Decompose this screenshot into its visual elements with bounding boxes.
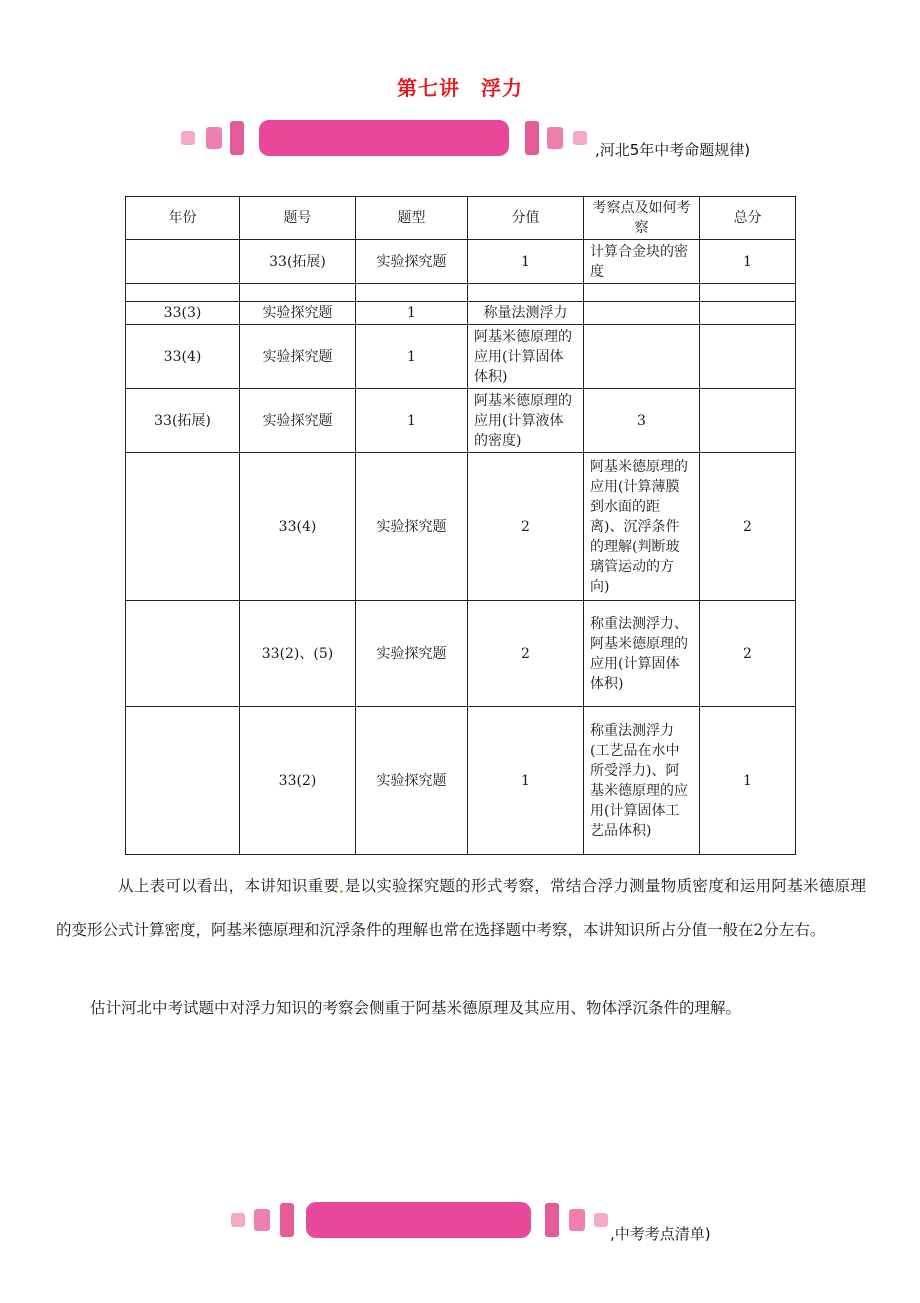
table-cell <box>700 389 796 453</box>
table-cell <box>584 302 700 325</box>
table-cell <box>126 601 240 707</box>
table-cell: 1 <box>356 302 468 325</box>
section-banner-checklist <box>0 1200 920 1244</box>
summary-paragraph <box>56 864 866 952</box>
table-cell <box>468 284 584 302</box>
table-cell: 33(3) <box>126 302 240 325</box>
table-cell <box>126 284 240 302</box>
banner-decor-block <box>181 131 195 145</box>
banner-decor-block <box>569 1209 585 1231</box>
banner-decor-block <box>573 131 587 145</box>
table-cell: 实验探究题 <box>356 453 468 601</box>
table-cell: 33(4) <box>240 453 356 601</box>
header-cell: 分值 <box>468 197 584 240</box>
table-cell: 2 <box>468 453 584 601</box>
table-row <box>126 601 796 707</box>
table-cell: 阿基米德原理的应用(计算固体体积) <box>468 325 584 389</box>
header-cell: 总分 <box>700 197 796 240</box>
banner-decor-block <box>545 1203 559 1237</box>
table-cell: 计算合金块的密度 <box>584 240 700 284</box>
page-title: 第七讲 浮力 <box>397 76 523 100</box>
table-row <box>126 707 796 855</box>
table-header-row <box>126 197 796 240</box>
banner-decor-block <box>254 1209 270 1231</box>
table-cell <box>356 284 468 302</box>
prediction-paragraph: 估计河北中考试题中对浮力知识的考察会侧重于阿基米德原理及其应用、物体浮沉条件的理解。 <box>90 999 742 1017</box>
table-cell: 实验探究题 <box>356 240 468 284</box>
table-cell: 实验探究题 <box>240 389 356 453</box>
banner-pill <box>306 1202 531 1238</box>
banner-label: ,中考考点清单) <box>610 1225 711 1243</box>
table-row <box>126 302 796 325</box>
banner-decor-block <box>231 1213 245 1227</box>
banner-decor-block <box>525 121 539 155</box>
table-cell: 33(2)、(5) <box>240 601 356 707</box>
banner-pill <box>259 120 509 156</box>
table-cell: 称量法测浮力 <box>468 302 584 325</box>
table-cell: 1 <box>356 389 468 453</box>
table-cell: 33(拓展) <box>240 240 356 284</box>
table-cell: 阿基米德原理的应用(计算薄膜到水面的距离)、沉浮条件的理解(判断玻璃管运动的方向) <box>584 453 700 601</box>
header-cell: 年份 <box>126 197 240 240</box>
table-cell: 称重法测浮力(工艺品在水中所受浮力)、阿基米德原理的应用(计算固体工艺品体积) <box>584 707 700 855</box>
banner-decor-block <box>547 127 563 149</box>
banner-decor-block <box>230 121 244 155</box>
table-cell <box>584 284 700 302</box>
table-cell: 2 <box>700 453 796 601</box>
exam-stats-table <box>125 196 796 855</box>
banner-decor-block <box>280 1203 294 1237</box>
table-cell: 实验探究题 <box>240 325 356 389</box>
table-cell: 1 <box>356 325 468 389</box>
section-banner-exam-rules <box>0 118 920 162</box>
table-cell: 实验探究题 <box>356 601 468 707</box>
table-cell <box>700 302 796 325</box>
summary-text-part: 从上表可以看出，本讲知识重要 <box>118 877 340 895</box>
header-cell: 题号 <box>240 197 356 240</box>
table-cell: 实验探究题 <box>240 302 356 325</box>
table-row <box>126 453 796 601</box>
table-cell: 33(4) <box>126 325 240 389</box>
table-cell <box>700 325 796 389</box>
table-row <box>126 325 796 389</box>
header-cell: 考察点及如何考察 <box>584 197 700 240</box>
banner-decor-block <box>206 127 222 149</box>
table-cell: 2 <box>468 601 584 707</box>
table-cell: 阿基米德原理的应用(计算液体的密度) <box>468 389 584 453</box>
table-cell: 33(拓展) <box>126 389 240 453</box>
table-cell: 1 <box>468 240 584 284</box>
table-row <box>126 240 796 284</box>
table-cell: 3 <box>584 389 700 453</box>
table-cell: 1 <box>468 707 584 855</box>
banner-decor-block <box>594 1213 608 1227</box>
table-row <box>126 284 796 302</box>
table-cell <box>126 240 240 284</box>
banner-label: ,河北5年中考命题规律) <box>595 141 751 159</box>
table-cell <box>584 325 700 389</box>
table-cell <box>126 707 240 855</box>
header-cell: 题型 <box>356 197 468 240</box>
summary-text-part: 是以实验探究题的形式考察，常结合浮力测量物质密度和运用阿基米德原理的变形公式计算密度，阿基米德原理和沉浮条件的理解也常在选择题中考察，本讲知识所占分值一般在2分左右。 <box>56 877 866 939</box>
table-cell: 2 <box>700 601 796 707</box>
table-cell: 1 <box>700 240 796 284</box>
table-cell <box>240 284 356 302</box>
table-cell: 1 <box>700 707 796 855</box>
highlight-dot <box>340 890 343 893</box>
table-cell: 33(2) <box>240 707 356 855</box>
table-cell <box>700 284 796 302</box>
table-cell: 实验探究题 <box>356 707 468 855</box>
table-cell <box>126 453 240 601</box>
table-row <box>126 389 796 453</box>
table-cell: 称重法测浮力、阿基米德原理的应用(计算固体体积) <box>584 601 700 707</box>
